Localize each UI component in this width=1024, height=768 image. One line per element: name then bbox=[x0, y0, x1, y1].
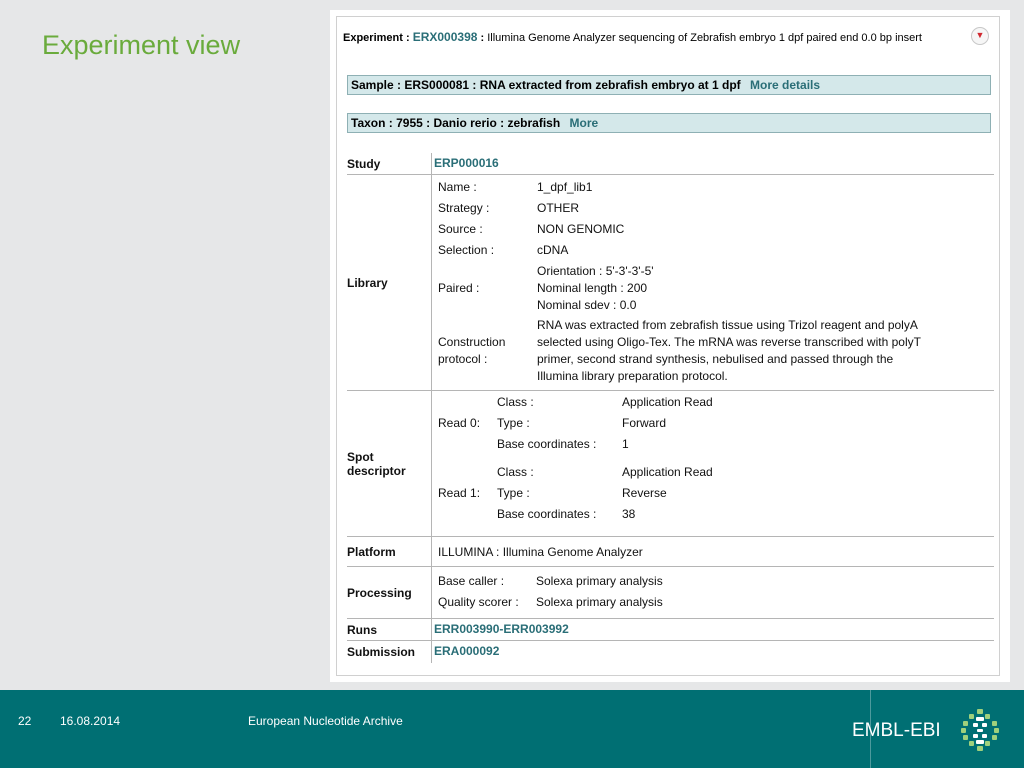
slide-title: Experiment view bbox=[42, 30, 241, 60]
footer-title: European Nucleotide Archive bbox=[248, 714, 403, 728]
library-construction-key2: protocol : bbox=[438, 352, 488, 366]
footer-bar bbox=[0, 690, 1024, 768]
library-source-key: Source : bbox=[438, 222, 483, 236]
library-construction-key: Construction bbox=[438, 335, 506, 349]
submission-link[interactable]: ERA000092 bbox=[434, 644, 500, 658]
runs-label: Runs bbox=[347, 622, 377, 637]
study-row bbox=[347, 153, 994, 175]
spot-label-2: descriptor bbox=[347, 463, 406, 478]
taxon-more-link[interactable]: More bbox=[569, 116, 599, 130]
read1-class-value: Application Read bbox=[622, 465, 713, 479]
library-paired-orientation: Orientation : 5'-3'-3'-5' bbox=[537, 264, 654, 278]
read1-base-value: 38 bbox=[622, 507, 636, 521]
base-caller-value: Solexa primary analysis bbox=[536, 574, 663, 588]
library-construction-line2: selected using Oligo-Tex. The mRNA was reverse transcribed with polyT bbox=[537, 335, 921, 349]
platform-label: Platform bbox=[347, 544, 396, 559]
library-row bbox=[347, 175, 994, 391]
footer-date: 16.08.2014 bbox=[60, 714, 121, 728]
read0-base-value: 1 bbox=[622, 437, 629, 451]
taxon-text: Taxon : 7955 : Danio rerio : zebrafish bbox=[351, 116, 561, 130]
read1-type-key: Type : bbox=[497, 486, 530, 500]
experiment-panel bbox=[330, 10, 1010, 682]
study-link[interactable]: ERP000016 bbox=[434, 156, 499, 170]
read0-label: Read 0: bbox=[438, 416, 481, 430]
runs-row bbox=[347, 619, 994, 641]
library-paired-length: Nominal length : 200 bbox=[537, 281, 648, 295]
library-selection-key: Selection : bbox=[438, 243, 495, 257]
submission-label: Submission bbox=[347, 645, 416, 659]
experiment-header bbox=[343, 29, 963, 46]
quality-scorer-value: Solexa primary analysis bbox=[536, 595, 663, 609]
library-label: Library bbox=[347, 275, 388, 290]
read1-type-value: Reverse bbox=[622, 486, 667, 500]
runs-link[interactable]: ERR003990-ERR003992 bbox=[434, 622, 569, 636]
sample-bar bbox=[347, 75, 991, 95]
embl-ebi-logo-icon bbox=[958, 708, 1002, 752]
library-construction-line3: primer, second strand synthesis, nebulised and passed through the bbox=[537, 352, 894, 366]
page-number: 22 bbox=[18, 714, 32, 728]
study-label: Study bbox=[347, 156, 381, 171]
spot-descriptor-row bbox=[347, 391, 994, 537]
collapse-toggle-icon[interactable]: ▼ bbox=[971, 27, 989, 45]
processing-row bbox=[347, 567, 994, 619]
read0-type-value: Forward bbox=[622, 416, 667, 430]
read0-class-key: Class : bbox=[497, 395, 534, 409]
sample-more-details-link[interactable]: More details bbox=[750, 78, 821, 92]
library-source-value: NON GENOMIC bbox=[537, 222, 625, 236]
spot-label-1: Spot bbox=[347, 449, 374, 464]
embl-ebi-wordmark: EMBL-EBI bbox=[852, 720, 941, 741]
library-construction-line1: RNA was extracted from zebrafish tissue using Trizol reagent and polyA bbox=[537, 318, 918, 332]
read0-type-key: Type : bbox=[497, 416, 530, 430]
platform-row bbox=[347, 537, 994, 567]
library-paired-key: Paired : bbox=[438, 281, 480, 295]
experiment-sep: : bbox=[480, 32, 485, 44]
library-strategy-key: Strategy : bbox=[438, 201, 490, 215]
library-selection-value: cDNA bbox=[537, 243, 569, 257]
read1-class-key: Class : bbox=[497, 465, 534, 479]
library-paired-sdev: Nominal sdev : 0.0 bbox=[537, 298, 637, 312]
taxon-bar bbox=[347, 113, 991, 133]
library-name-value: 1_dpf_lib1 bbox=[537, 180, 593, 194]
experiment-inner bbox=[336, 16, 1000, 676]
platform-value: ILLUMINA : Illumina Genome Analyzer bbox=[438, 545, 643, 559]
submission-row bbox=[347, 641, 994, 663]
quality-scorer-key: Quality scorer : bbox=[438, 595, 519, 609]
spot-descriptor-label bbox=[347, 391, 431, 536]
base-caller-key: Base caller : bbox=[438, 574, 505, 588]
read1-base-key: Base coordinates : bbox=[497, 507, 597, 521]
processing-label: Processing bbox=[347, 585, 412, 600]
read0-base-key: Base coordinates : bbox=[497, 437, 597, 451]
experiment-id-link[interactable]: ERX000398 bbox=[412, 30, 478, 44]
sample-text: Sample : ERS000081 : RNA extracted from zebrafish embryo at 1 dpf bbox=[351, 78, 741, 92]
experiment-description: Illumina Genome Analyzer sequencing of Zebrafish embryo 1 dpf paired end 0.0 bp insert bbox=[487, 32, 922, 44]
library-construction-line4: Illumina library preparation protocol. bbox=[537, 369, 728, 383]
library-name-key: Name : bbox=[438, 180, 477, 194]
read0-class-value: Application Read bbox=[622, 395, 713, 409]
read1-label: Read 1: bbox=[438, 486, 481, 500]
library-strategy-value: OTHER bbox=[537, 201, 579, 215]
experiment-label: Experiment : bbox=[343, 32, 410, 44]
